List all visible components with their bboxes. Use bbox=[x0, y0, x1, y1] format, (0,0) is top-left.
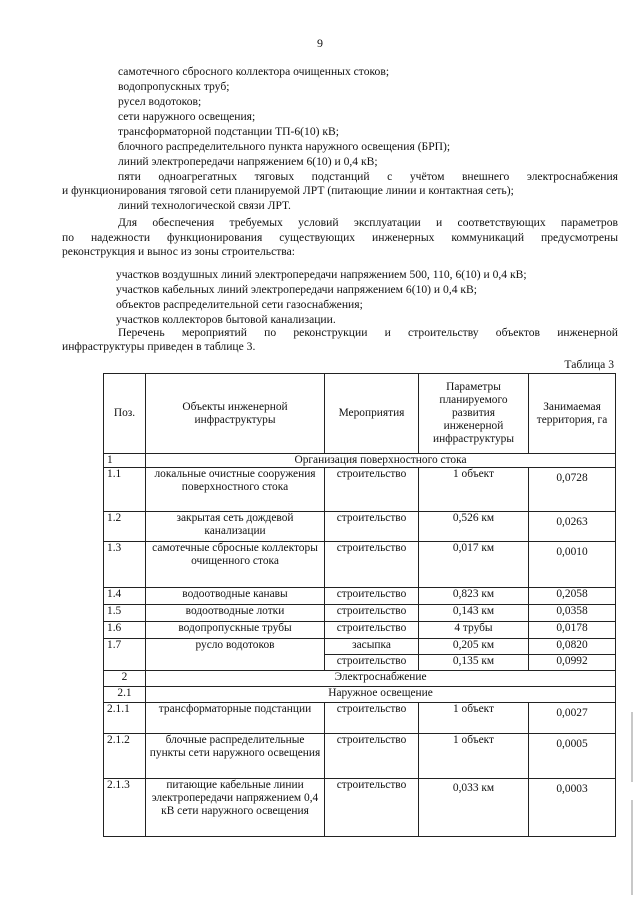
cell-area: 0,0003 bbox=[529, 779, 616, 837]
section-row bbox=[104, 454, 616, 468]
table-row bbox=[104, 639, 616, 655]
cell-area: 0,0820 bbox=[529, 639, 616, 655]
list-line: объектов распределительной сети газоснабжения; bbox=[116, 298, 363, 311]
cell-measure: строительство bbox=[325, 655, 419, 671]
cell-object: самотечные сбросные коллекторы очищенного стока bbox=[146, 542, 325, 588]
cell-param: 0,135 км bbox=[419, 655, 529, 671]
list-line: водопропускных труб; bbox=[118, 80, 230, 93]
table-row bbox=[104, 588, 616, 605]
section-row bbox=[104, 687, 616, 703]
cell-measure: строительство bbox=[325, 588, 419, 605]
section-title: Электроснабжение bbox=[146, 671, 616, 687]
cell-area: 0,0027 bbox=[529, 703, 616, 734]
table-caption: Таблица 3 bbox=[564, 358, 614, 371]
table-header-row bbox=[104, 374, 616, 454]
section-title: Организация поверхностного стока bbox=[146, 454, 616, 468]
paragraph-line: реконструкция и вынос из зоны строительства: bbox=[62, 245, 295, 258]
cell-area: 0,0005 bbox=[529, 734, 616, 779]
cell-object: закрытая сеть дождевой канализации bbox=[146, 512, 325, 542]
infrastructure-table bbox=[103, 373, 616, 837]
cell-object: трансформаторные подстанции bbox=[146, 703, 325, 734]
cell-measure: строительство bbox=[325, 703, 419, 734]
cell-param: 1 объект bbox=[419, 468, 529, 512]
table-row bbox=[104, 512, 616, 542]
paragraph-line: Для обеспечения требуемых условий эксплуатации и соответствующих параметров bbox=[118, 216, 618, 229]
list-line: блочного распределительного пункта наружного освещения (БРП); bbox=[118, 140, 451, 153]
list-line: русел водотоков; bbox=[118, 95, 202, 108]
page-number: 9 bbox=[317, 36, 323, 50]
scan-edge-mark bbox=[631, 800, 633, 895]
cell-measure: строительство bbox=[325, 605, 419, 622]
cell-pos: 2.1.3 bbox=[104, 779, 146, 837]
cell-object: водоотводные канавы bbox=[146, 588, 325, 605]
cell-area: 0,0992 bbox=[529, 655, 616, 671]
list-line: линий электропередачи напряжением 6(10) и 0,4 кВ; bbox=[118, 155, 378, 168]
cell-param: 0,143 км bbox=[419, 605, 529, 622]
cell-measure: строительство bbox=[325, 779, 419, 837]
header-measures: Мероприятия bbox=[325, 374, 419, 454]
cell-object: блочные распределительные пункты сети наружного освещения bbox=[146, 734, 325, 779]
cell-area: 0,0728 bbox=[529, 468, 616, 512]
table-row bbox=[104, 468, 616, 512]
section-number: 2.1 bbox=[104, 687, 146, 703]
cell-pos: 2.1.1 bbox=[104, 703, 146, 734]
cell-object: водопропускные трубы bbox=[146, 622, 325, 639]
cell-pos: 1.6 bbox=[104, 622, 146, 639]
cell-pos: 1.7 bbox=[104, 639, 146, 671]
table-row bbox=[104, 605, 616, 622]
cell-measure: строительство bbox=[325, 512, 419, 542]
header-params: Параметры планируемого развития инженерной инфраструктуры bbox=[419, 374, 529, 454]
paragraph-line: инфраструктуры приведен в таблице 3. bbox=[62, 340, 256, 353]
cell-object: питающие кабельные линии электропередачи напряжением 0,4 кВ сети наружного освещения bbox=[146, 779, 325, 837]
list-line: сети наружного освещения; bbox=[118, 110, 256, 123]
cell-pos: 1.4 bbox=[104, 588, 146, 605]
cell-pos: 1.1 bbox=[104, 468, 146, 512]
section-number: 1 bbox=[104, 454, 146, 468]
table-row bbox=[104, 779, 616, 837]
cell-pos: 1.5 bbox=[104, 605, 146, 622]
cell-area: 0,0178 bbox=[529, 622, 616, 639]
cell-param: 0,205 км bbox=[419, 639, 529, 655]
list-line: трансформаторной подстанции ТП-6(10) кВ; bbox=[118, 125, 339, 138]
section-number: 2 bbox=[104, 671, 146, 687]
table-row bbox=[104, 622, 616, 639]
header-pos: Поз. bbox=[104, 374, 146, 454]
section-row bbox=[104, 671, 616, 687]
list-line: самотечного сбросного коллектора очищенных стоков; bbox=[118, 65, 390, 78]
cell-param: 0,017 км bbox=[419, 542, 529, 588]
cell-area: 0,0010 bbox=[529, 542, 616, 588]
cell-param: 4 трубы bbox=[419, 622, 529, 639]
cell-area: 0,0263 bbox=[529, 512, 616, 542]
list-line: пяти одноагрегатных тяговых подстанций с учётом внешнего электроснабжения bbox=[118, 170, 618, 183]
table-row bbox=[104, 734, 616, 779]
cell-measure: строительство bbox=[325, 734, 419, 779]
scan-edge-mark bbox=[631, 712, 633, 782]
cell-param: 0,823 км bbox=[419, 588, 529, 605]
cell-area: 0,0358 bbox=[529, 605, 616, 622]
list-line: участков кабельных линий электропередачи напряжением 6(10) и 0,4 кВ; bbox=[116, 283, 478, 296]
header-area: Занимаемая территория, га bbox=[529, 374, 616, 454]
cell-area: 0,2058 bbox=[529, 588, 616, 605]
list-line: и функционирования тяговой сети планируемой ЛРТ (питающие линии и контактная сеть); bbox=[62, 184, 514, 197]
cell-measure: засыпка bbox=[325, 639, 419, 655]
cell-pos: 1.2 bbox=[104, 512, 146, 542]
cell-pos: 2.1.2 bbox=[104, 734, 146, 779]
cell-param: 0,526 км bbox=[419, 512, 529, 542]
table-row bbox=[104, 542, 616, 588]
cell-param: 1 объект bbox=[419, 734, 529, 779]
cell-object: локальные очистные сооружения поверхностного стока bbox=[146, 468, 325, 512]
list-line: участков воздушных линий электропередачи напряжением 500, 110, 6(10) и 0,4 кВ; bbox=[116, 268, 527, 281]
cell-measure: строительство bbox=[325, 622, 419, 639]
cell-measure: строительство bbox=[325, 542, 419, 588]
cell-param: 1 объект bbox=[419, 703, 529, 734]
cell-object: водоотводные лотки bbox=[146, 605, 325, 622]
paragraph-line: Перечень мероприятий по реконструкции и строительству объектов инженерной bbox=[118, 326, 618, 339]
cell-measure: строительство bbox=[325, 468, 419, 512]
cell-param: 0,033 км bbox=[419, 779, 529, 837]
list-line: участков коллекторов бытовой канализации. bbox=[116, 313, 336, 326]
cell-pos: 1.3 bbox=[104, 542, 146, 588]
paragraph-line: по надежности функционирования существующих инженерных коммуникаций предусмотрены bbox=[62, 231, 618, 244]
list-line: линий технологической связи ЛРТ. bbox=[118, 199, 291, 212]
header-objects: Объекты инженерной инфраструктуры bbox=[146, 374, 325, 454]
section-title: Наружное освещение bbox=[146, 687, 616, 703]
table-row bbox=[104, 703, 616, 734]
cell-object: русло водотоков bbox=[146, 639, 325, 671]
